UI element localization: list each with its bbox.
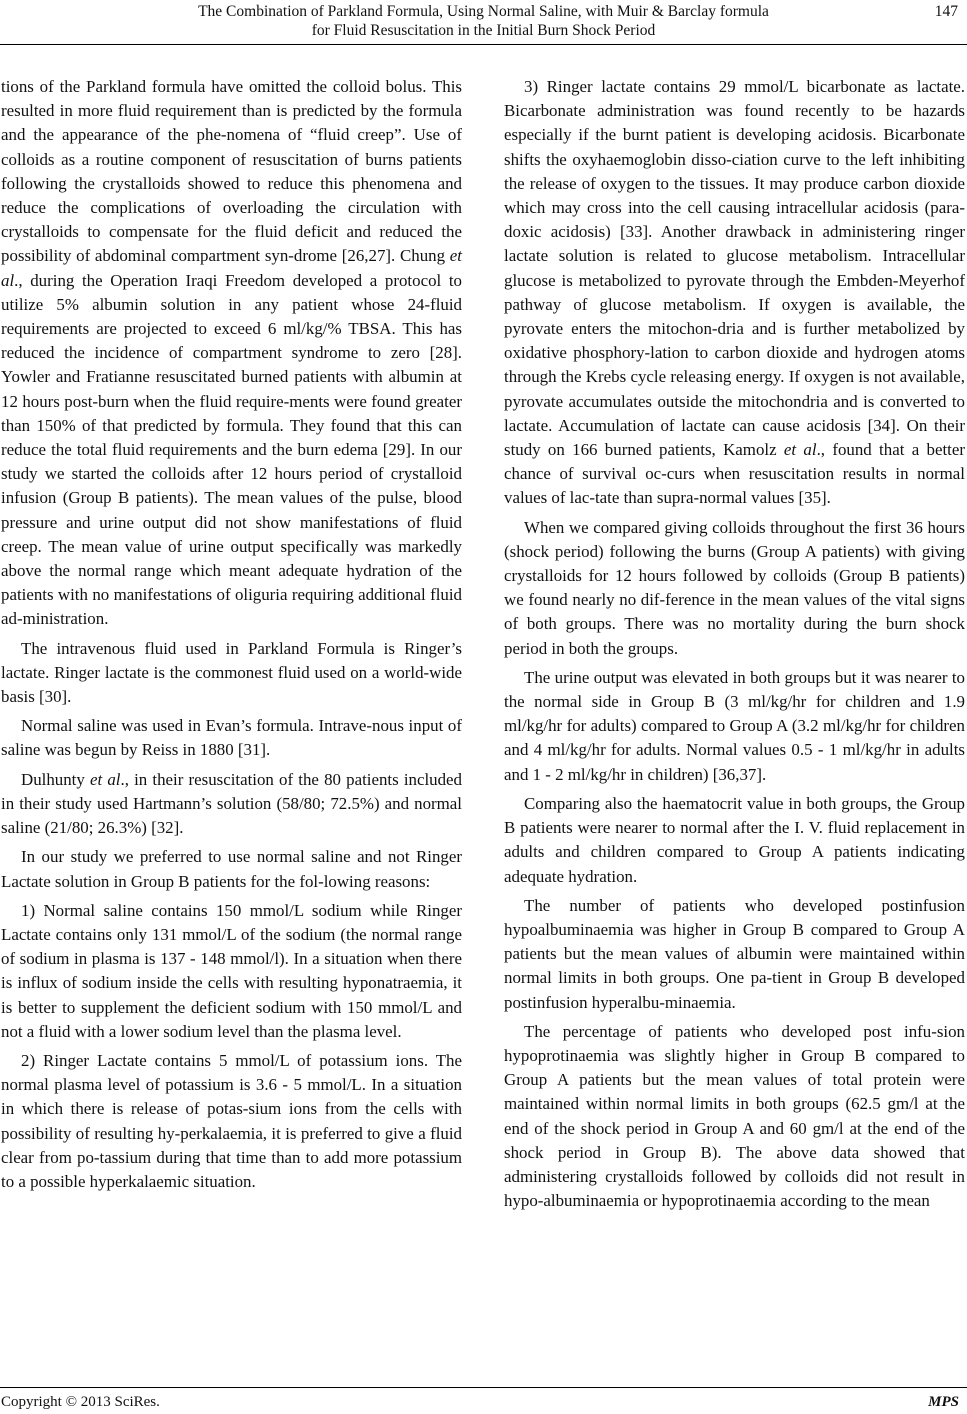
text-run: 3) Ringer lactate contains 29 mmol/L bicarbonate as lactate. Bicarbonate administration was found recently to be hazards especially if the burnt patient is developing acidosis. Bicarbonate shifts the oxyhaemoglobin disso-ciation curve to the left inhibiting the release of oxygen to the tissues. It may produce carbon dioxide which may cross into the cell causing intracellular acidosis (para-doxic acidosis) [33]. Another drawback in administering ringer lactate solution is related to glucose metabolism. Intracellular glucose is metabolized to pyrovate through the Embden-Meyerhof pathway of glucose metabolism. If oxygen is available, the pyrovate enters the mitochon-dria and is further metabolized by oxidative phosphory-lation to carbon dioxide and hydrogen atoms through the Krebs cycle releasing energy. If oxygen is not available, pyrovate accumulates outside the mitochondria and is converted to lactate. Accumulation of lactate can cause acidosis [34]. On their study on 166 burned patients, Kamolz bbox=[504, 77, 965, 460]
left-column bbox=[1, 75, 462, 1194]
footer-divider bbox=[0, 1387, 967, 1388]
copyright-notice: Copyright © 2013 SciRes. bbox=[1, 1394, 160, 1410]
paragraph: 1) Normal saline contains 150 mmol/L sodium while Ringer Lactate contains only 131 mmol/L of the sodium (the normal range of sodium in plasma is 137 - 148 mmol/l). In a situation when there is influx of sodium inside the cells with resulting hyponatraemia, it is better to supplement the deficient sodium with 150 mmol/L and not a fluid with a lower sodium level than the plasma level. bbox=[1, 900, 462, 1041]
page-number: 147 bbox=[934, 3, 958, 20]
paragraph bbox=[1, 75, 462, 632]
paragraph: The urine output was elevated in both groups but it was nearer to the normal side in Group B (3 ml/kg/hr for children and 1.9 ml/kg/hr for adults) compared to Group A (3.2 ml/kg/hr for children and 4 ml/kg/hr for adults. Normal values 0.5 - 1 ml/kg/hr in adults and 1 - 2 ml/kg/hr in children) [36,37]. bbox=[504, 667, 965, 784]
running-title bbox=[120, 2, 847, 40]
paragraph: The intravenous fluid used in Parkland Formula is Ringer’s lactate. Ringer lactate is the commonest fluid used on a world-wide basis [30]. bbox=[1, 638, 462, 707]
header-divider bbox=[0, 44, 967, 45]
paragraph: In our study we preferred to use normal saline and not Ringer Lactate solution in Group B patients for the fol-lowing reasons: bbox=[1, 847, 462, 891]
paragraph: The percentage of patients who developed post infu-sion hypoprotinaemia was slightly higher in Group B compared to Group A patients but the mean values of total protein were maintained within normal limits in both groups (62.5 gm/l at the end of the shock period in Group A and 60 gm/l at the end of the shock period in Group B). The above data showed that administering crystalloids followed by colloids did not result in hypo-albuminaemia or hypoprotinaemia according to the mean bbox=[504, 1021, 965, 1211]
running-title-line-1: The Combination of Parkland Formula, Using Normal Saline, with Muir & Barclay formula bbox=[198, 3, 769, 20]
text-run: ., during the Operation Iraqi Freedom developed a protocol to utilize 5% albumin solution in any patient whose 24-fluid requirements are projected to exceed 6 ml/kg/% TBSA. This has reduced the incidence of compartment syndrome to zero [28]. Yowler and Fratianne resuscitated burned patients with albumin at 12 hours post-burn when the fluid require-ments were found greater than 150% of that predicted by formula. They found that this can reduce the total fluid requirements and the burn edema [29]. In our study we started the colloids after 12 hours period of crystalloid infusion (Group B patients). The mean values of the pulse, blood pressure and urine output did not show manifestations of fluid creep. The mean value of urine output specifically was markedly above the normal range which meant adequate hydration of the patients with no manifestations of oliguria requiring additional fluid ad-ministration. bbox=[1, 270, 462, 629]
running-title-line-2: for Fluid Resuscitation in the Initial Burn Shock Period bbox=[311, 22, 656, 39]
paragraph bbox=[504, 75, 965, 511]
italic-text: et al bbox=[783, 440, 817, 460]
right-column bbox=[504, 75, 965, 1213]
text-run: tions of the Parkland formula have omitted the colloid bolus. This resulted in more fluid requirement than is predicted by the formula and the appearance of the phe-nomena of “fluid creep”. Use of colloids as a routine component of resuscitation of burns patients following the crystalloids showed to reduce this phenomena and reduce the complications of overloading the circulation with crystalloids to compensate for the fluid deficit and reduced the possibility of abdominal compartment syn-drome [26,27]. Chung bbox=[1, 77, 462, 266]
text-run: Dulhunty bbox=[21, 769, 90, 789]
paragraph: The number of patients who developed postinfusion hypoalbuminaemia was higher in Group B compared to Group A patients but the mean values of albumin were maintained within normal limits in both groups. One pa-tient in Group B developed postinfusion hyperalbu-minaemia. bbox=[504, 895, 965, 1012]
running-header bbox=[0, 0, 967, 46]
paragraph: 2) Ringer Lactate contains 5 mmol/L of potassium ions. The normal plasma level of potassium is 3.6 - 5 mmol/L. In a situation in which there is release of potas-sium ions from the cells with possibility of resulting hy-perkalaemia, it is preferred to give a fluid clear from po-tassium during that time than to add more potassium to a possible hyperkalaemic situation. bbox=[1, 1050, 462, 1191]
text-run: ., found that a better chance of survival oc-curs when resuscitation results in normal values of lac-tate than supra-normal values [35]. bbox=[504, 440, 965, 508]
italic-text: et al bbox=[89, 769, 121, 789]
text-run: ., in their resuscitation of the 80 patients included in their study used Hartmann’s solution (58/80; 72.5%) and normal saline (21/80; 26.3%) [32]. bbox=[1, 769, 462, 838]
paragraph: When we compared giving colloids throughout the first 36 hours (shock period) following the burns (Group A patients) with giving crystalloids for 12 hours followed by colloids (Group B patients) we found nearly no dif-ference in the mean values of the vital signs of both groups. There was no mortality during the burn shock period in both the groups. bbox=[504, 517, 965, 658]
paragraph bbox=[1, 768, 462, 841]
paragraph: Normal saline was used in Evan’s formula. Intrave-nous input of saline was begun by Reiss in 1880 [31]. bbox=[1, 716, 462, 760]
paragraph: Comparing also the haematocrit value in both groups, the Group B patients were nearer to normal after the I. V. fluid replacement in adults and children compared to Group A patients indicating adequate hydration. bbox=[504, 793, 965, 886]
journal-abbreviation: MPS bbox=[928, 1394, 959, 1410]
italic-text: et al bbox=[1, 246, 462, 290]
